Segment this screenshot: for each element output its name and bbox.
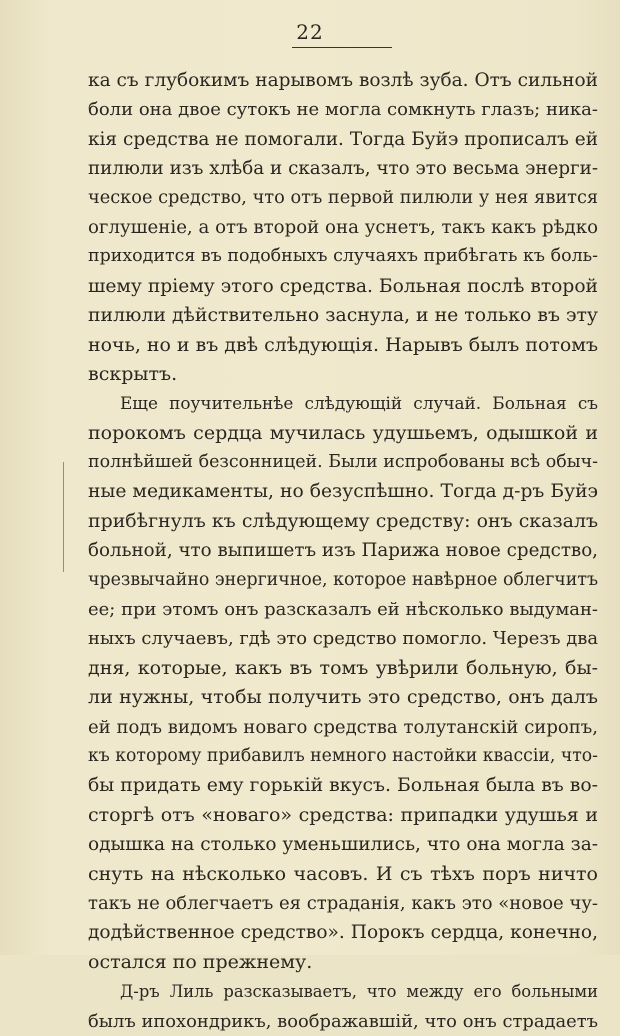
text-line: одышка на столько уменьшились, что она могла за- (88, 834, 598, 856)
text-line: полнѣйшей безсонницей. Были испробованы всѣ обыч- (88, 452, 598, 473)
text-line: дня, которые, какъ въ томъ увѣрили больную, бы- (88, 656, 598, 679)
text-line: ей подъ видомъ новаго средства толутанскій сиропъ, (88, 716, 598, 738)
text-line: пилюли дѣйствительно заснула, и не только въ эту (88, 305, 598, 327)
text-line: шему пріему этого средства. Больная послѣ второй (88, 275, 598, 297)
text-line: остался по прежнему. (88, 950, 313, 973)
text-line-paragraph-start: Еще поучительнѣе слѣдующій случай. Больная съ (120, 393, 598, 414)
text-line: додѣйственное средство». Порокъ сердца, конечно, (88, 922, 598, 944)
text-line: прибѣгнулъ къ слѣдующему средству: онъ сказалъ (88, 509, 598, 532)
text-line-paragraph-start: Д-ръ Лиль разсказываетъ, что между его больными (120, 982, 598, 1002)
text-line: приходится въ подобныхъ случаяхъ прибѣгать къ боль- (88, 246, 598, 267)
text-line: боли она двое сутокъ не могла сомкнуть глазъ; ника- (88, 99, 598, 121)
text-line: къ которому прибавилъ немного настойки квассіи, что- (88, 745, 598, 766)
text-line: пилюли изъ хлѣба и сказалъ, что это весьма энерги- (88, 158, 598, 180)
text-line: порокомъ сердца мучилась удушьемъ, одышкой и (88, 421, 598, 444)
text-line: былъ ипохондрикъ, воображавшій, что онъ страдаетъ (88, 1010, 598, 1032)
text-line: ные медикаменты, но безуспѣшно. Тогда д-ръ Буйэ (88, 481, 598, 503)
text-line: ее; при этомъ онъ разсказалъ ей нѣсколько выдуман- (88, 599, 598, 621)
text-line: кія средства не помогали. Тогда Буйэ прописалъ ей (88, 128, 598, 150)
text-line: оглушеніе, а отъ второй она уснетъ, такъ какъ рѣдко (88, 216, 598, 238)
header-rule (292, 47, 392, 48)
text-line: ныхъ случаевъ, гдѣ это средство помогло. Черезъ два (88, 628, 598, 650)
body-text (88, 66, 598, 1036)
text-line: вскрытъ. (88, 362, 178, 385)
text-line: сторгѣ отъ «новаго» средства: припадки удушья и (88, 803, 598, 826)
text-line: ли нужны, чтобы получить это средство, онъ далъ (88, 686, 598, 709)
text-line: ночь, но и въ двѣ слѣдующія. Нарывъ былъ потомъ (88, 333, 599, 356)
text-line: чрезвычайно энергичное, которое навѣрное облегчитъ (88, 569, 598, 590)
text-line: ческое средство, что отъ первой пилюли у нея явится (88, 187, 599, 208)
text-line: бы придать ему горькій вкусъ. Больная была въ во- (88, 775, 598, 797)
text-line: ка съ глубокимъ нарывомъ возлѣ зуба. Отъ сильной (88, 70, 598, 91)
text-line: больной, что выпишетъ изъ Парижа новое средство, (88, 540, 598, 562)
page-number: 22 (296, 20, 324, 44)
margin-pencil-mark (63, 462, 64, 572)
text-line: снуть на нѣсколько часовъ. И съ тѣхъ поръ ничто (88, 862, 598, 885)
text-line: такъ не облегчаетъ ея страданія, какъ это «новое чу- (88, 892, 598, 914)
